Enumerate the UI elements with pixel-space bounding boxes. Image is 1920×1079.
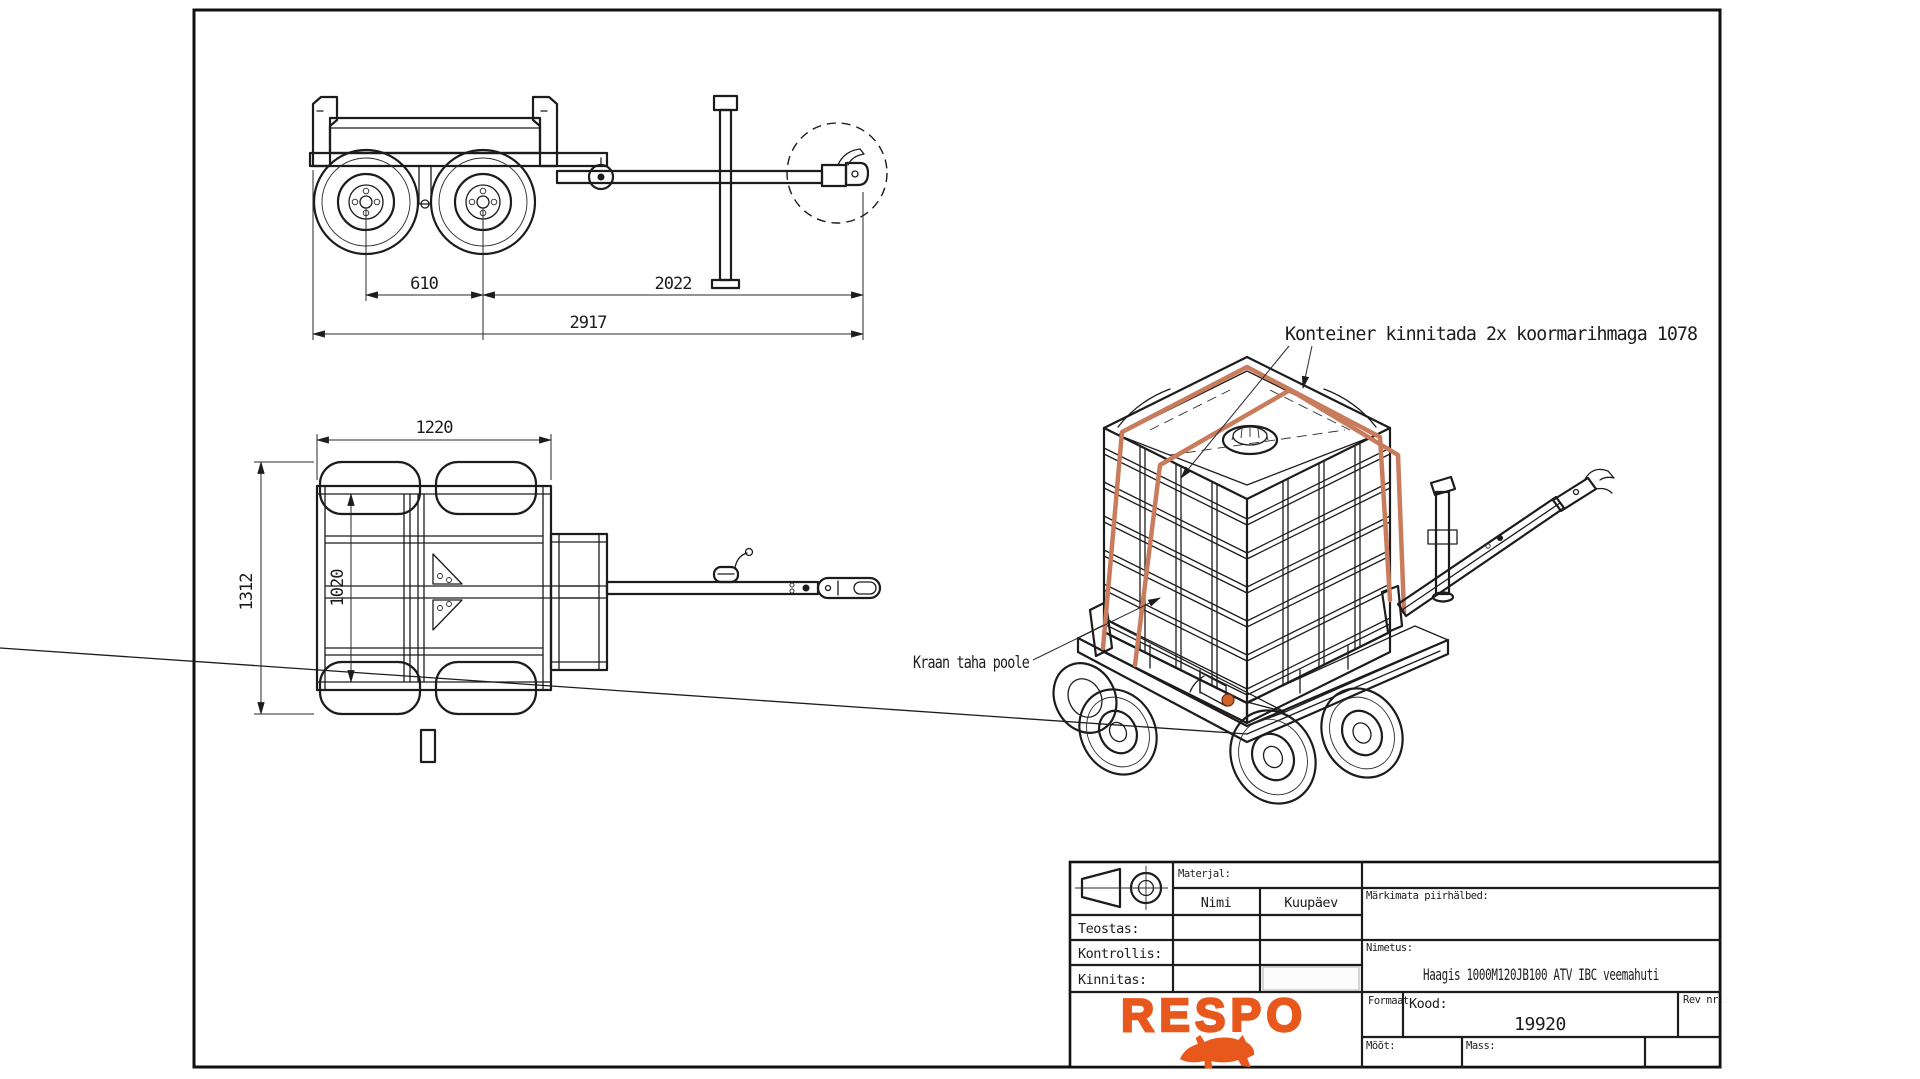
materjal-label: Materjal: [1178,868,1231,880]
title-block [1070,862,1724,1069]
mass-label: Mass: [1466,1040,1496,1052]
moot-label: Mõõt: [1366,1040,1396,1052]
kuupaev-label: Kuupäev [1284,895,1338,911]
kontrollis-label: Kontrollis: [1078,946,1162,962]
dim-2022-text: 2022 [654,274,692,294]
rev-label: Rev nr: [1683,994,1724,1006]
kinnitas-label: Kinnitas: [1078,972,1147,988]
dim-1020-text: 1020 [328,569,348,607]
nimetus-label: Nimetus: [1366,942,1413,954]
crane-annotation-text: Kraan taha poole [913,653,1030,673]
kood-value: 19920 [1514,1014,1566,1035]
dim-2917-text: 2917 [569,313,607,333]
kinnitas-date-cell[interactable] [1263,967,1359,990]
markimata-label: Märkimata piirhälbed: [1366,890,1489,902]
dim-1220-text: 1220 [415,418,453,438]
nimetus-value: Haagis 1000M120JB100 ATV IBC veemahuti [1423,965,1659,984]
respo-logo-text: RESPO [1120,989,1308,1041]
teostas-label: Teostas: [1078,921,1140,937]
kood-label: Kood: [1409,996,1448,1012]
dim-1312-text: 1312 [237,573,257,611]
dim-610-text: 610 [410,274,438,294]
formaat-label: Formaat [1368,995,1409,1007]
strap-annotation-text: Konteiner kinnitada 2x koormarihmaga 1078 [1285,323,1698,345]
nimi-label: Nimi [1200,895,1232,911]
